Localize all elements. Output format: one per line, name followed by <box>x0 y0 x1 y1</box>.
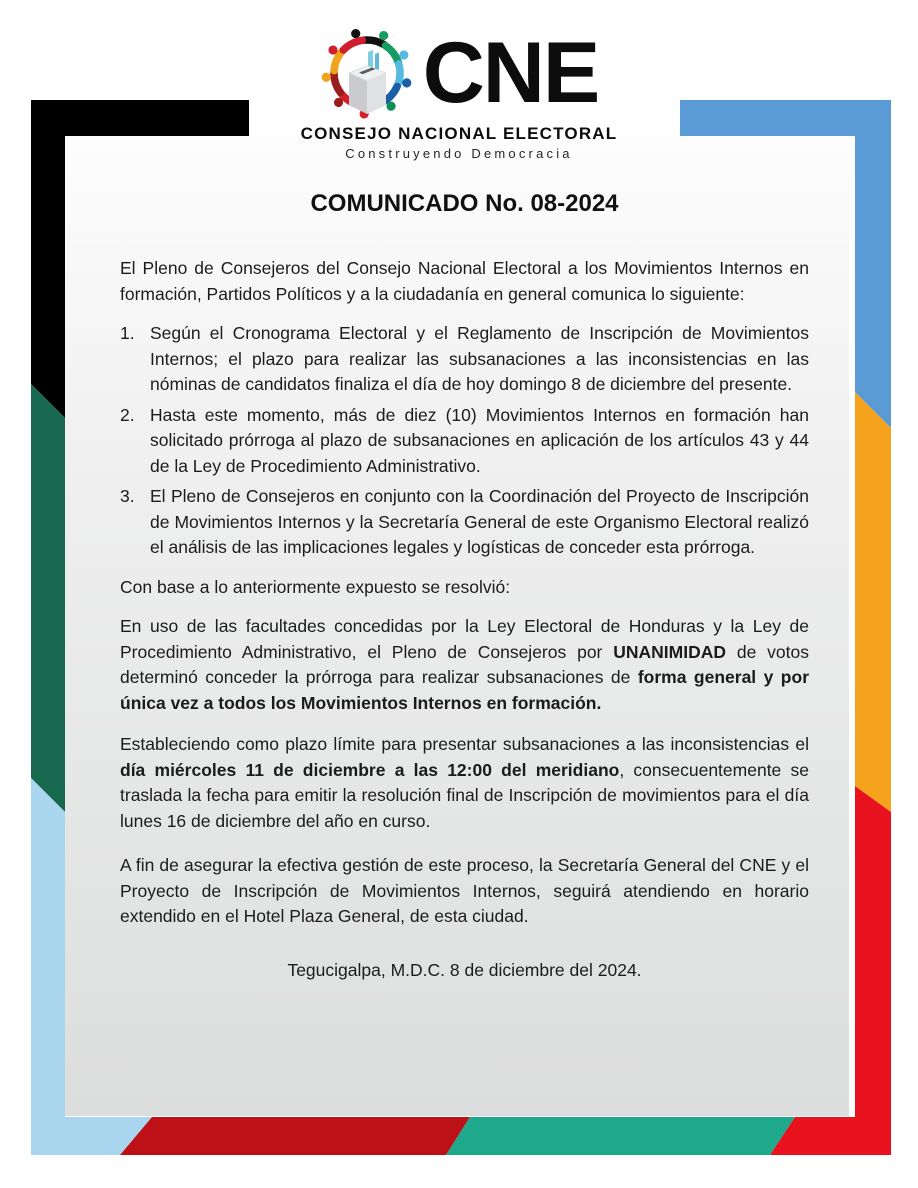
cne-emblem-icon <box>320 26 414 120</box>
list-item <box>120 484 809 561</box>
resolution-intro-paragraph: Con base a lo anteriormente expuesto se resolvió: <box>120 576 511 597</box>
list-item-text: El Pleno de Consejeros en conjunto con la Coordinación del Proyecto de Inscripción de Movimientos Internos y la Secretaría General de este Organismo Electoral realizó el análisis de las implicaciones legales y logísticas de conceder esta prórroga. <box>150 486 809 557</box>
list-item <box>120 403 809 480</box>
ballot-box <box>349 66 386 115</box>
list-item-text: Según el Cronograma Electoral y el Reglamento de Inscripción de Movimientos Internos; el plazo para realizar las subsanaciones a las inconsistencias en las nóminas de candidatos finaliza el día de hoy domingo 8 de diciembre del presente. <box>150 323 809 394</box>
list-item-number: 3. <box>120 486 135 506</box>
frame-bottom-darkred-band <box>120 1117 470 1155</box>
text-segment: día miércoles 11 de diciembre a las 12:00 del meridiano <box>120 759 620 780</box>
list-item-number: 1. <box>120 323 135 343</box>
cne-tagline: Construyendo Democracia <box>345 146 573 161</box>
text-segment: de votos determinó conceder la prórroga para realizar subsanaciones de <box>120 641 809 687</box>
unanimity-paragraph <box>120 614 809 716</box>
numbered-list <box>120 321 809 561</box>
text-segment: Estableciendo como plazo límite para presentar subsanaciones a las inconsistencias el <box>120 734 809 754</box>
text-segment: forma general y por única vez a todos los Movimientos Internos en formación. <box>120 667 809 713</box>
document-title: COMUNICADO No. 08-2024 <box>310 190 619 217</box>
dateline: Tegucigalpa, M.D.C. 8 de diciembre del 2024. <box>287 959 642 980</box>
cne-logo-row <box>0 26 918 120</box>
intro-paragraph: El Pleno de Consejeros del Consejo Nacional Electoral a los Movimientos Internos en formación, Partidos Políticos y a la ciudadanía en general comunica lo siguiente: <box>120 258 809 304</box>
cne-name: CONSEJO NACIONAL ELECTORAL <box>300 124 618 143</box>
text-segment: En uso de las facultades concedidas por la Ley Electoral de Honduras y la Ley de Procedimiento Administrativo, el Pleno de Consejeros por <box>120 616 809 662</box>
frame-right-orange-band <box>855 392 891 812</box>
cne-acronym: CNE <box>422 25 599 121</box>
list-item <box>120 321 809 398</box>
frame-left-green-band <box>31 384 65 812</box>
text-segment: , consecuentemente se traslada la fecha para emitir la resolución final de Inscripción de movimientos para el día lunes 16 de diciembre del año en curso. <box>120 759 809 831</box>
list-item-number: 2. <box>120 404 135 425</box>
text-segment: UNANIMIDAD <box>613 641 727 662</box>
frame-bottom-teal-band <box>446 1117 795 1155</box>
deadline-paragraph <box>120 732 809 834</box>
management-paragraph: A fin de asegurar la efectiva gestión de este proceso, la Secretaría General del CNE y el Proyecto de Inscripción de Movimientos Internos, seguirá atendiendo en horario extendido en el Hotel Plaza General, de esta ciudad. <box>120 855 809 926</box>
document-panel <box>65 136 849 1116</box>
list-item-text: Hasta este momento, más de diez (10) Movimientos Internos en formación han solicitado prórroga al plazo de subsanaciones en aplicación de los artículos 43 y 44 de la Ley de Procedimiento Administrativo. <box>150 404 809 476</box>
